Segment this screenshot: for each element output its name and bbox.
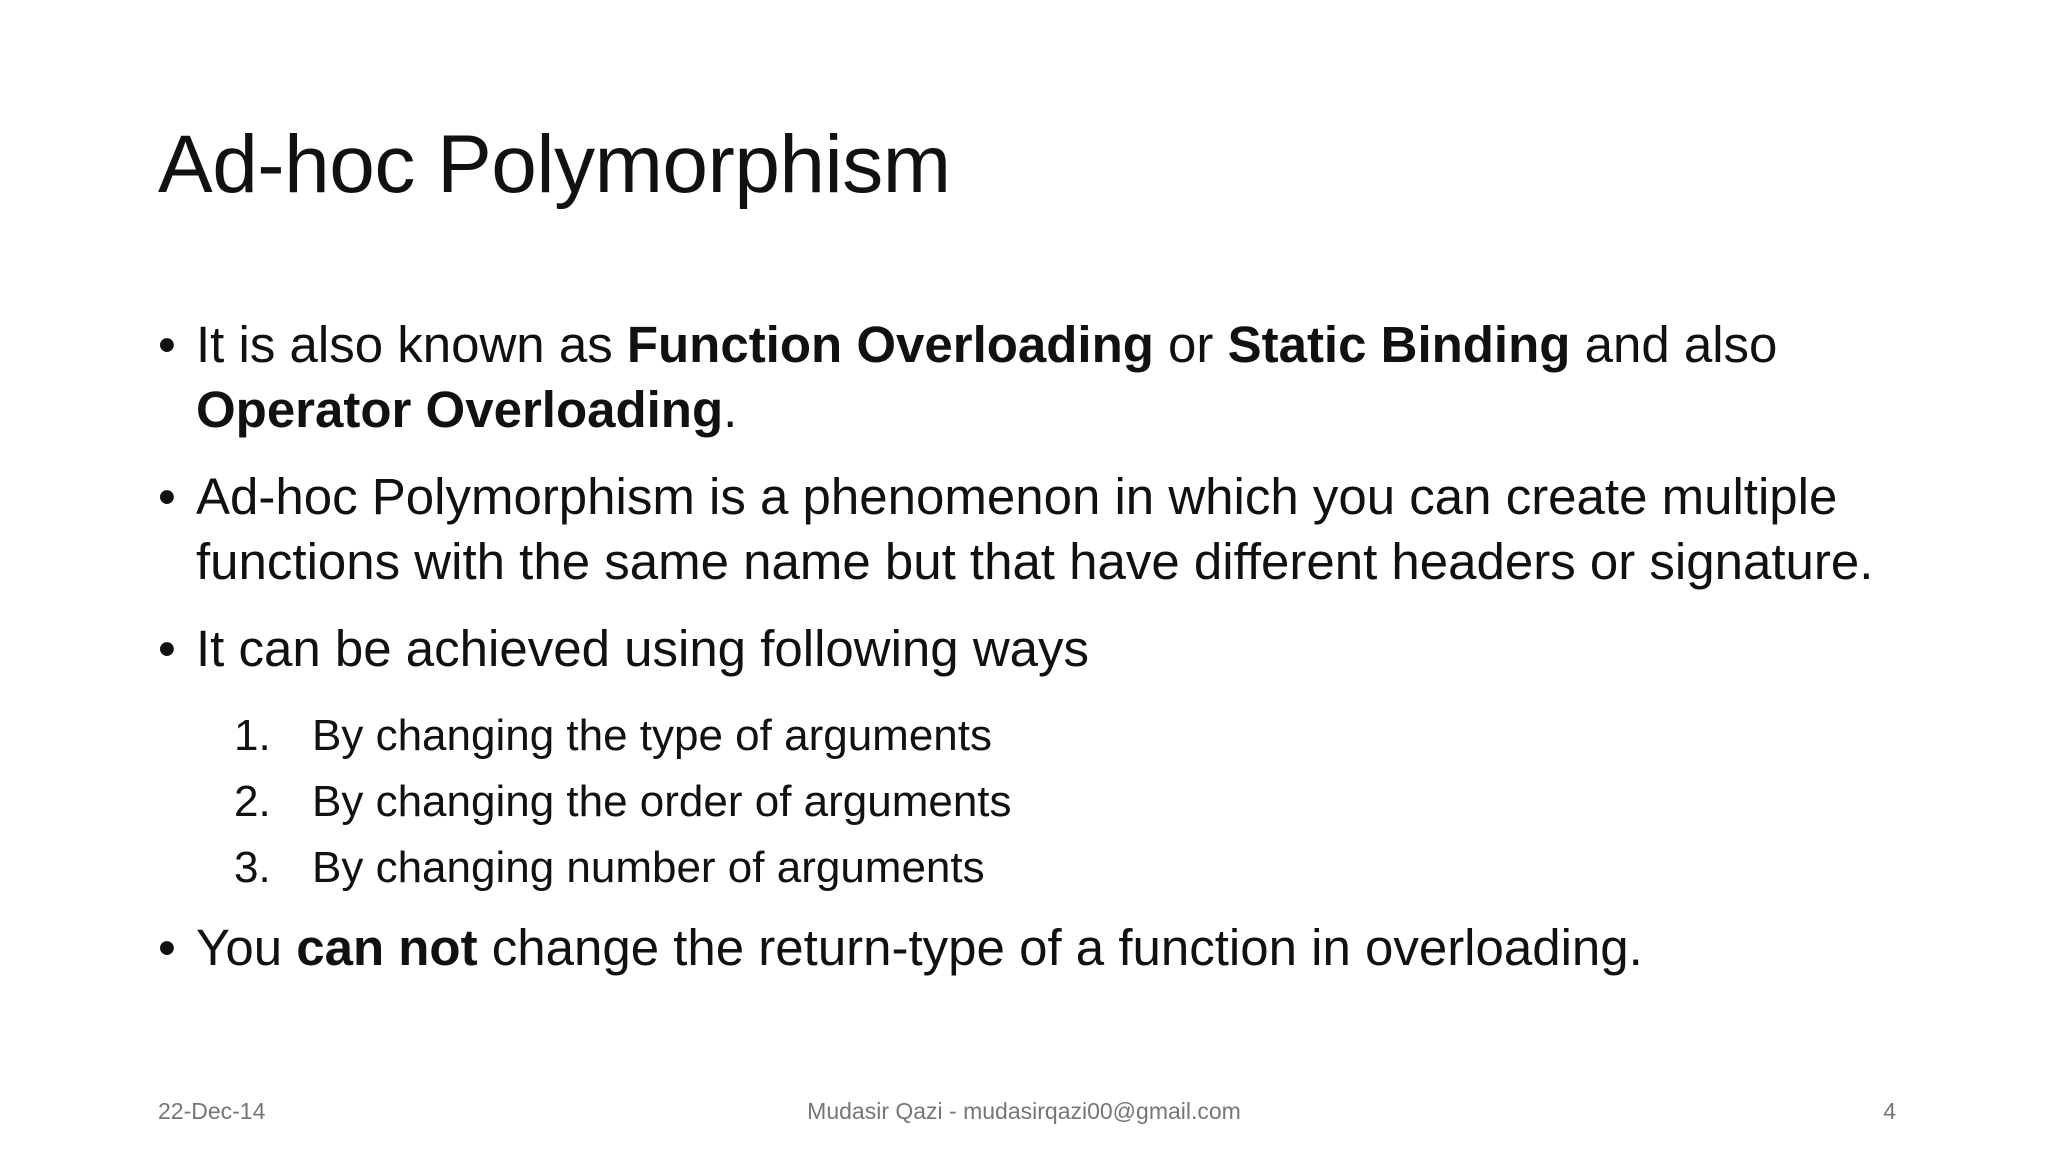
- bullet-text: You: [196, 919, 297, 976]
- sublist-number: 2.: [234, 777, 271, 826]
- bullet-item: [158, 312, 1878, 442]
- bullet-bold-text: Static Binding: [1227, 316, 1571, 373]
- bullet-text: Ad-hoc Polymorphism is a phenomenon in which you can create multiple functions with the same name but that have different headers or signature.: [196, 468, 1874, 590]
- slide-title: Ad-hoc Polymorphism: [158, 119, 951, 210]
- bullet-text: and also: [1570, 316, 1778, 373]
- bullet-text: .: [723, 381, 738, 438]
- bullet-item: [158, 616, 1878, 681]
- sublist-item: [234, 703, 1878, 769]
- bullet-item: [158, 915, 1878, 980]
- sublist-text: By changing the order of arguments: [312, 777, 1012, 826]
- footer-page-number: 4: [1883, 1098, 1896, 1124]
- sublist-item: [234, 835, 1878, 901]
- sublist-number: 3.: [234, 843, 271, 892]
- bullet-text: change the return-type of a function in overloading.: [477, 919, 1643, 976]
- bullet-text: It can be achieved using following ways: [196, 620, 1090, 677]
- bullet-bold-text: Operator Overloading: [196, 381, 724, 438]
- numbered-sublist: [234, 703, 1878, 901]
- sublist-text: By changing number of arguments: [312, 843, 985, 892]
- sublist-number: 1.: [234, 711, 271, 760]
- bullet-text: It is also known as: [196, 316, 627, 373]
- sublist-text: By changing the type of arguments: [312, 711, 992, 760]
- footer-date: 22-Dec-14: [158, 1098, 266, 1124]
- bullet-text: or: [1153, 316, 1228, 373]
- bullet-bold-text: Function Overloading: [626, 316, 1154, 373]
- bullet-bold-text: can not: [296, 919, 478, 976]
- slide-body: [158, 312, 1878, 1002]
- bullet-item: [158, 464, 1878, 594]
- footer-author: Mudasir Qazi - mudasirqazi00@gmail.com: [807, 1098, 1241, 1124]
- sublist-item: [234, 769, 1878, 835]
